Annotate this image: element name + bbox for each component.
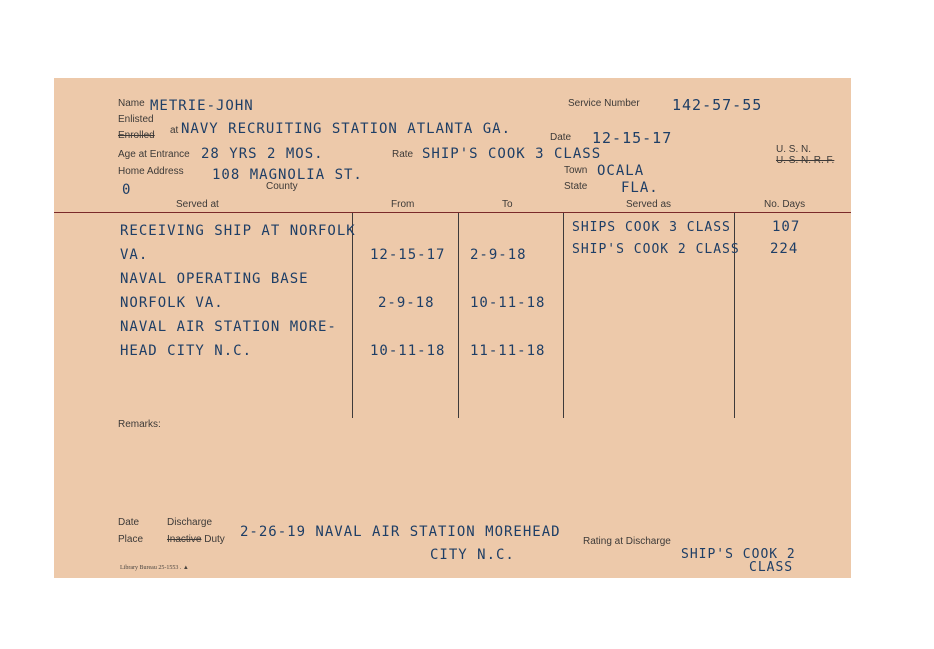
usn-label: U. S. N.	[776, 144, 812, 155]
to-header: To	[502, 199, 513, 210]
enlisted-at-value: NAVY RECRUITING STATION ATLANTA GA.	[181, 121, 512, 137]
to-row-2: 2-9-18	[470, 247, 527, 263]
home-address-label: Home Address	[118, 166, 184, 177]
served-at-row-5: NAVAL AIR STATION MORE-	[120, 319, 337, 335]
place-label: Place	[118, 534, 144, 545]
to-row-6: 11-11-18	[470, 343, 546, 359]
discharge-label: Discharge	[167, 517, 213, 528]
served-at-row-3: NAVAL OPERATING BASE	[120, 271, 309, 287]
age-value: 28 YRS 2 MOS.	[201, 146, 324, 162]
remarks-label: Remarks:	[118, 419, 161, 430]
date-label: Date	[550, 132, 572, 143]
no-days-header: No. Days	[764, 199, 806, 210]
served-as-row-1: SHIPS COOK 3 CLASS	[572, 220, 731, 235]
served-at-row-1: RECEIVING SHIP AT NORFOLK	[120, 223, 356, 239]
county-label: County	[266, 181, 298, 192]
address-value: 108 MAGNOLIA ST.	[212, 167, 363, 183]
enrolled-strikeout-text: Enrolled	[118, 130, 155, 141]
state-label: State	[564, 181, 588, 192]
rating-at-discharge-label: Rating at Discharge	[583, 536, 671, 547]
rate-label: Rate	[392, 149, 414, 160]
county-value: 0	[122, 182, 132, 198]
enrolled-label	[118, 130, 155, 141]
served-at-header: Served at	[176, 199, 219, 210]
inactive-strikeout-text: Inactive	[167, 534, 202, 545]
days-row-1: 107	[772, 219, 801, 235]
column-divider-from	[352, 213, 353, 418]
name-value: METRIE-JOHN	[150, 98, 254, 114]
at-label: at	[170, 125, 179, 136]
header-rule	[54, 212, 851, 213]
name-label: Name	[118, 98, 145, 109]
footer-imprint: Library Bureau 25-1553 . ▲	[120, 565, 189, 571]
served-at-row-2: VA.	[120, 247, 149, 263]
from-row-2: 12-15-17	[370, 247, 446, 263]
town-value: OCALA	[597, 163, 645, 179]
discharge-rating-line-2: CLASS	[749, 560, 794, 575]
service-record-card	[54, 78, 851, 578]
enlisted-label: Enlisted	[118, 114, 154, 125]
served-at-row-4: NORFOLK VA.	[120, 295, 224, 311]
column-divider-to	[458, 213, 459, 418]
served-at-row-6: HEAD CITY N.C.	[120, 343, 253, 359]
served-as-row-2: SHIP'S COOK 2 CLASS	[572, 242, 740, 257]
discharge-line-1: 2-26-19 NAVAL AIR STATION MOREHEAD	[240, 524, 561, 540]
column-divider-served-as	[563, 213, 564, 418]
duty-text: Duty	[204, 534, 225, 545]
state-value: FLA.	[621, 180, 659, 196]
days-row-2: 224	[770, 241, 799, 257]
service-number-value: 142-57-55	[672, 96, 763, 114]
date-value: 12-15-17	[592, 129, 673, 147]
service-number-label: Service Number	[568, 98, 640, 109]
inactive-duty-label	[167, 534, 225, 545]
from-header: From	[391, 199, 415, 210]
to-row-4: 10-11-18	[470, 295, 546, 311]
from-row-6: 10-11-18	[370, 343, 446, 359]
town-label: Town	[564, 165, 588, 176]
date-bottom-label: Date	[118, 517, 140, 528]
discharge-rating-line-1: SHIP'S COOK 2	[681, 547, 796, 562]
rate-value: SHIP'S COOK 3 CLASS	[422, 146, 602, 162]
discharge-line-2: CITY N.C.	[430, 547, 515, 563]
from-row-4: 2-9-18	[378, 295, 435, 311]
served-as-header: Served as	[626, 199, 672, 210]
age-label: Age at Entrance	[118, 149, 190, 160]
usnrf-label: U. S. N. R. F.	[776, 155, 835, 166]
